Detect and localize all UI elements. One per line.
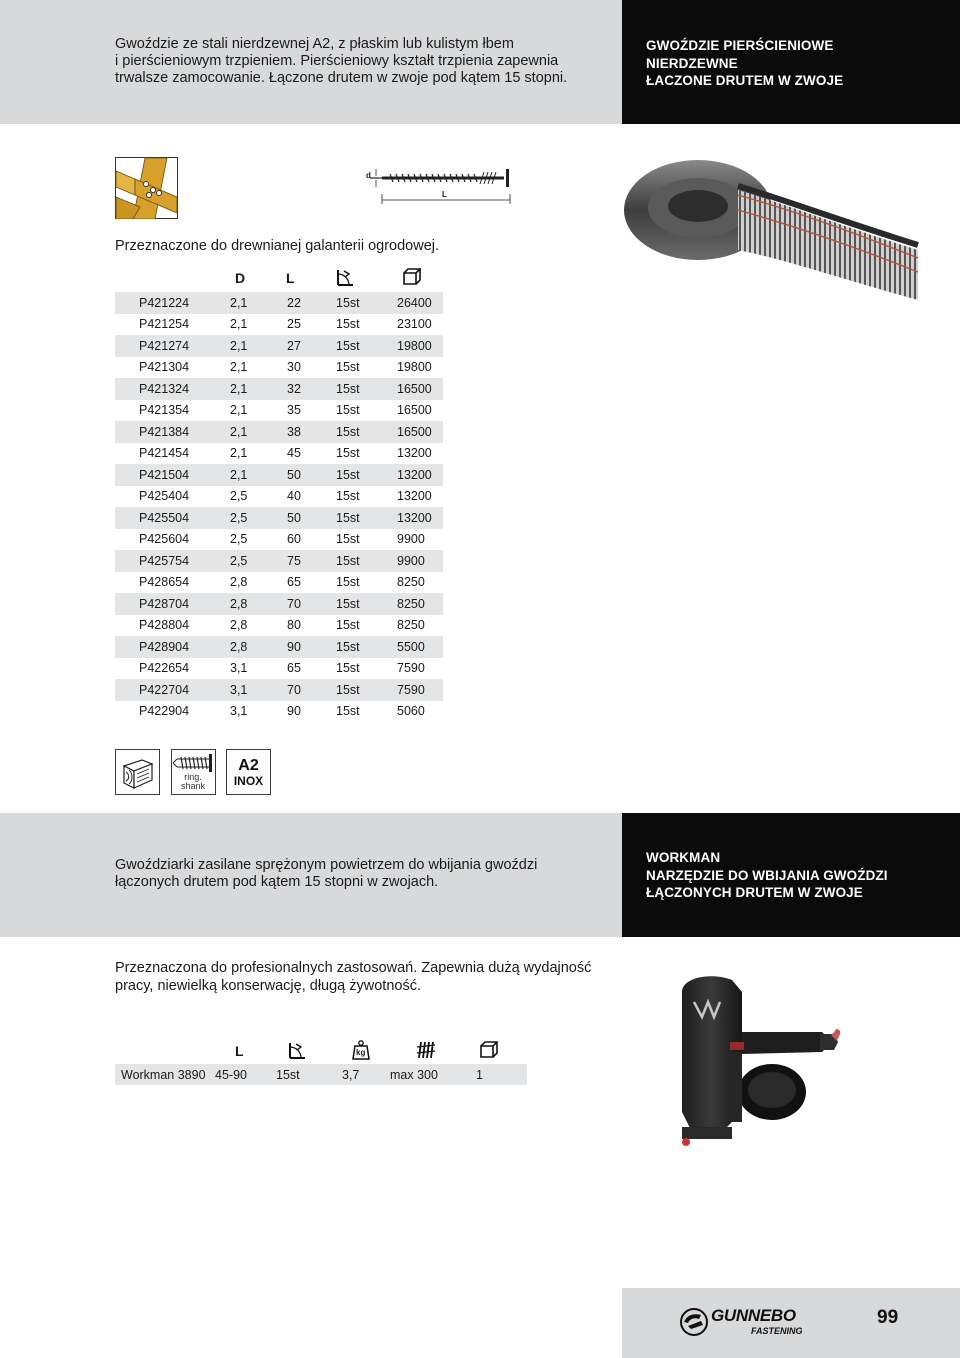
tool-model-cell: Workman 3890 xyxy=(115,1064,215,1085)
diameter-cell: 2,1 xyxy=(230,335,287,357)
length-cell: 90 xyxy=(287,636,336,658)
tool-weight-cell: 3,7 xyxy=(342,1064,390,1085)
description-line: łączonych drutem pod kątem 15 stopni w zwojach. xyxy=(115,874,439,890)
product-table xyxy=(115,292,443,722)
diameter-cell: 3,1 xyxy=(230,704,248,719)
length-cell: 25 xyxy=(287,317,301,332)
package-qty-cell: 7590 xyxy=(397,661,425,676)
package-qty-cell: 8250 xyxy=(397,593,443,615)
product-code-cell: P421384 xyxy=(115,421,230,443)
diameter-cell: 2,5 xyxy=(230,550,287,572)
table-row xyxy=(115,529,443,551)
table-row xyxy=(115,550,443,572)
length-cell: 35 xyxy=(287,403,301,418)
col-header-l: L xyxy=(235,1043,244,1059)
nail-dim-l-label: L xyxy=(442,190,447,199)
angle-cell: 15st xyxy=(336,679,397,701)
description-line: i pierścieniowym trzpieniem. Pierścieniowy kształt trzpienia zapewnia xyxy=(115,53,559,69)
diameter-cell: 2,1 xyxy=(230,446,248,461)
package-qty-cell: 19800 xyxy=(397,335,443,357)
length-cell: 90 xyxy=(287,704,301,719)
length-cell: 32 xyxy=(287,378,336,400)
product-code-cell: P425754 xyxy=(115,550,230,572)
length-cell: 22 xyxy=(287,292,336,314)
package-qty-cell: 7590 xyxy=(397,679,443,701)
angle-cell: 15st xyxy=(336,532,360,547)
package-qty-cell: 5500 xyxy=(397,636,443,658)
angle-cell: 15st xyxy=(336,618,360,633)
diameter-cell: 2,1 xyxy=(230,360,248,375)
package-qty-cell: 16500 xyxy=(397,378,443,400)
section1-description xyxy=(115,36,615,87)
inox-label: INOX xyxy=(233,774,264,788)
tool-package-cell: 1 xyxy=(476,1064,527,1085)
section-title-line: ŁĄCZONYCH DRUTEM W ZWOJE xyxy=(646,885,863,900)
diameter-cell: 2,8 xyxy=(230,575,248,590)
diameter-cell: 3,1 xyxy=(230,679,287,701)
product-code-cell: P422704 xyxy=(115,679,230,701)
lead-line: pracy, niewielką konserwację, długą żywotność. xyxy=(115,977,421,994)
tool-angle-cell: 15st xyxy=(276,1064,342,1085)
coil-nailer-image xyxy=(672,972,840,1150)
table-row xyxy=(115,443,443,465)
nail-coil-image xyxy=(618,150,948,300)
section-title-line: NIERDZEWNE xyxy=(646,55,738,71)
product-code-cell: P421254 xyxy=(139,317,190,332)
diameter-cell: 2,5 xyxy=(230,507,287,529)
table-row xyxy=(115,615,443,637)
diameter-cell: 2,1 xyxy=(230,378,287,400)
diameter-cell: 2,5 xyxy=(230,532,248,547)
diameter-cell: 2,1 xyxy=(230,317,248,332)
product-code-cell: P422904 xyxy=(139,704,190,719)
diameter-cell: 3,1 xyxy=(230,661,248,676)
nail-dimension-drawing xyxy=(362,160,522,208)
product-code-cell: P421304 xyxy=(139,360,190,375)
product-code-cell: P421224 xyxy=(115,292,230,314)
diameter-cell: 2,8 xyxy=(230,636,287,658)
diameter-cell: 2,1 xyxy=(230,464,287,486)
section-title-line: ŁACZONE DRUTEM W ZWOJE xyxy=(646,73,844,88)
length-cell: 65 xyxy=(287,575,301,590)
length-cell: 75 xyxy=(287,550,336,572)
diameter-cell: 2,1 xyxy=(230,403,248,418)
package-qty-cell: 5060 xyxy=(397,704,425,719)
table-row xyxy=(115,486,443,508)
table-row xyxy=(115,593,443,615)
ring-label: ring. xyxy=(184,772,202,782)
product-code-cell: P421324 xyxy=(115,378,230,400)
nail-strip-icon xyxy=(416,1040,436,1065)
angle-cell: 15st xyxy=(336,446,360,461)
table-row xyxy=(115,292,443,314)
table-row xyxy=(115,701,443,723)
gunnebo-logo xyxy=(679,1305,804,1341)
package-qty-cell: 9900 xyxy=(397,532,425,547)
length-cell: 50 xyxy=(287,464,336,486)
package-qty-cell: 13200 xyxy=(397,507,443,529)
brand-name: GUNNEBO xyxy=(711,1306,796,1325)
angle-cell: 15st xyxy=(336,507,397,529)
product-code-cell: P421454 xyxy=(139,446,190,461)
product-code-cell: P421354 xyxy=(139,403,190,418)
angle-cell: 15st xyxy=(336,360,360,375)
table-row xyxy=(115,507,443,529)
length-cell: 70 xyxy=(287,679,336,701)
angle-cell: 15st xyxy=(336,661,360,676)
table-row xyxy=(115,464,443,486)
description-line: trwalsze zamocowanie. Łączone drutem w zwoje pod kątem 15 stopni. xyxy=(115,70,568,86)
length-cell: 40 xyxy=(287,489,301,504)
package-qty-cell: 23100 xyxy=(397,317,432,332)
length-cell: 70 xyxy=(287,593,336,615)
package-qty-cell: 8250 xyxy=(397,618,425,633)
product-code-cell: P425504 xyxy=(115,507,230,529)
table-row xyxy=(115,679,443,701)
wood-joint-illustration xyxy=(115,157,178,219)
angle-cell: 15st xyxy=(336,464,397,486)
tool-table xyxy=(115,1064,527,1085)
ring-shank-feature-icon xyxy=(171,749,216,795)
section-title-line: WORKMAN xyxy=(646,850,721,865)
wood-feature-icon xyxy=(115,749,160,795)
package-qty-cell: 8250 xyxy=(397,575,425,590)
section-title-line: NARZĘDZIE DO WBIJANIA GWOŹDZI xyxy=(646,867,888,883)
angle-cell: 15st xyxy=(336,421,397,443)
diameter-cell: 2,8 xyxy=(230,593,287,615)
box-icon xyxy=(403,268,421,290)
table-row xyxy=(115,421,443,443)
angle-cell: 15st xyxy=(336,335,397,357)
table-row xyxy=(115,314,443,336)
section2-title-box xyxy=(622,813,960,937)
table-row xyxy=(115,378,443,400)
angle-icon xyxy=(336,268,354,291)
nail-dim-d-label: d xyxy=(366,171,371,180)
length-cell: 80 xyxy=(287,618,301,633)
table-row xyxy=(115,658,443,680)
package-qty-cell: 9900 xyxy=(397,550,443,572)
length-cell: 50 xyxy=(287,507,336,529)
package-qty-cell: 16500 xyxy=(397,403,432,418)
product-code-cell: P428654 xyxy=(139,575,190,590)
section2-lead xyxy=(115,960,615,995)
kg-label: kg xyxy=(356,1048,366,1057)
package-qty-cell: 26400 xyxy=(397,292,443,314)
package-qty-cell: 13200 xyxy=(397,464,443,486)
section1-purpose: Przeznaczone do drewnianej galanterii ogrodowej. xyxy=(115,238,440,254)
table-row xyxy=(115,335,443,357)
length-cell: 60 xyxy=(287,532,301,547)
angle-cell: 15st xyxy=(336,378,397,400)
product-code-cell: P428704 xyxy=(115,593,230,615)
product-code-cell: P421274 xyxy=(115,335,230,357)
product-code-cell: P428904 xyxy=(115,636,230,658)
product-code-cell: P421504 xyxy=(115,464,230,486)
angle-cell: 15st xyxy=(336,317,360,332)
description-line: Gwoździarki zasilane sprężonym powietrzem do wbijania gwoździ xyxy=(115,857,538,873)
package-qty-cell: 13200 xyxy=(397,446,432,461)
length-cell: 45 xyxy=(287,446,301,461)
table-row xyxy=(115,572,443,594)
length-cell: 30 xyxy=(287,360,301,375)
product-code-cell: P422654 xyxy=(139,661,190,676)
tool-length-cell: 45-90 xyxy=(215,1064,276,1085)
angle-cell: 15st xyxy=(336,593,397,615)
brand-subtitle: FASTENING xyxy=(751,1326,803,1336)
angle-cell: 15st xyxy=(336,575,360,590)
description-line: Gwoździe ze stali nierdzewnej A2, z płaskim lub kulistym łbem xyxy=(115,36,514,52)
package-qty-cell: 19800 xyxy=(397,360,432,375)
page-number: 99 xyxy=(877,1307,899,1328)
col-header-d: D xyxy=(235,270,246,286)
angle-cell: 15st xyxy=(336,489,360,504)
tool-capacity-cell: max 300 xyxy=(390,1064,476,1085)
length-cell: 38 xyxy=(287,421,336,443)
angle-cell: 15st xyxy=(336,704,360,719)
angle-cell: 15st xyxy=(336,550,397,572)
table-row xyxy=(115,636,443,658)
package-qty-cell: 16500 xyxy=(397,421,443,443)
angle-cell: 15st xyxy=(336,403,360,418)
table-row xyxy=(115,400,443,422)
weight-icon xyxy=(352,1040,370,1060)
diameter-cell: 2,5 xyxy=(230,489,248,504)
a2-label: A2 xyxy=(238,757,259,774)
diameter-cell: 2,1 xyxy=(230,421,287,443)
table-row xyxy=(115,1064,527,1085)
angle-cell: 15st xyxy=(336,292,397,314)
section2-description xyxy=(115,857,615,891)
diameter-cell: 2,8 xyxy=(230,618,248,633)
col-header-l: L xyxy=(286,270,295,286)
shank-label: shank xyxy=(180,781,206,791)
product-code-cell: P425604 xyxy=(139,532,190,547)
angle-cell: 15st xyxy=(336,636,397,658)
a2-inox-feature-icon xyxy=(226,749,271,795)
table-row xyxy=(115,357,443,379)
length-cell: 65 xyxy=(287,661,301,676)
product-code-cell: P428804 xyxy=(139,618,190,633)
product-code-cell: P425404 xyxy=(139,489,190,504)
package-qty-cell: 13200 xyxy=(397,489,432,504)
section-title-line: GWOŹDZIE PIERŚCIENIOWE xyxy=(646,38,834,53)
length-cell: 27 xyxy=(287,335,336,357)
angle-icon xyxy=(288,1041,306,1064)
diameter-cell: 2,1 xyxy=(230,292,287,314)
lead-line: Przeznaczona do profesionalnych zastosowań. Zapewnia dużą wydajność xyxy=(115,960,592,976)
box-icon xyxy=(480,1041,498,1063)
section1-title-box xyxy=(622,0,960,124)
